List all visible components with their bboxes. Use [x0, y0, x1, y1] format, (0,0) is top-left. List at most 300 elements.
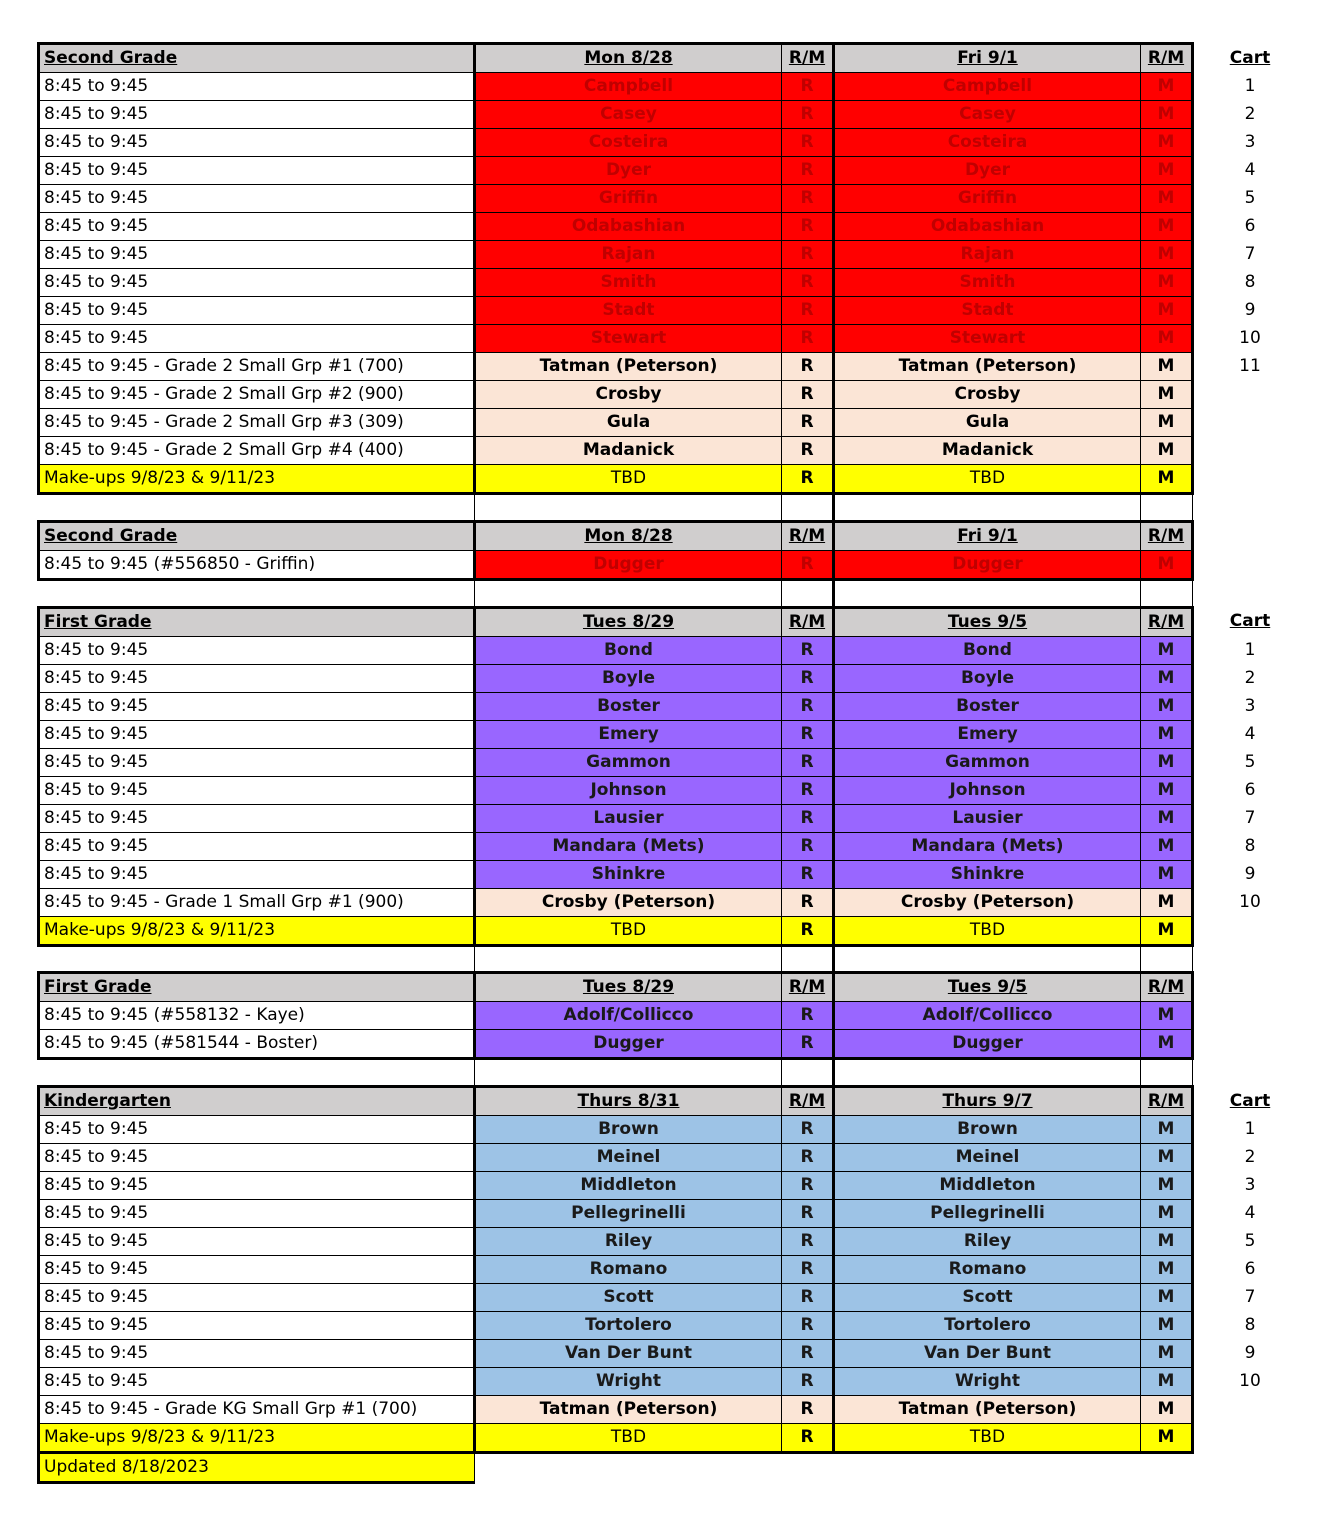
rm-day1: R: [782, 888, 834, 916]
cart-header: Cart: [1229, 47, 1271, 68]
empty-cell: [1193, 494, 1308, 522]
section-header-row: [39, 607, 1308, 636]
time-slot: 8:45 to 9:45: [39, 832, 475, 860]
rm-header: R/M: [782, 1087, 834, 1116]
teacher-day1: Crosby (Peterson): [475, 888, 782, 916]
rm-day1: R: [782, 381, 834, 409]
teacher-day2: Boyle: [834, 664, 1141, 692]
time-slot: Make-ups 9/8/23 & 9/11/23: [39, 916, 475, 945]
day2-header: Fri 9/1: [834, 44, 1141, 73]
cart-number: 6: [1244, 1259, 1256, 1280]
teacher-day1: Pellegrinelli: [475, 1200, 782, 1228]
teacher-day1: Gammon: [475, 748, 782, 776]
rm-day2: M: [1141, 1116, 1193, 1144]
rm-day1: R: [782, 437, 834, 465]
teacher-day1: Wright: [475, 1368, 782, 1396]
rm-day2: M: [1141, 1200, 1193, 1228]
table-row: [39, 550, 1308, 579]
teacher-day2: Gammon: [834, 748, 1141, 776]
time-slot: 8:45 to 9:45: [39, 1340, 475, 1368]
cart-number: 4: [1244, 723, 1256, 744]
rm-day1: R: [782, 664, 834, 692]
rm-day1: R: [782, 1312, 834, 1340]
table-row: [39, 1228, 1308, 1256]
empty-cell: [1141, 579, 1193, 607]
cart-number: 9: [1244, 863, 1256, 884]
table-row: [39, 664, 1308, 692]
time-slot: 8:45 to 9:45: [39, 185, 475, 213]
cart-number: 5: [1244, 1231, 1256, 1252]
cart-number: 5: [1244, 751, 1256, 772]
rm-day2: M: [1141, 185, 1193, 213]
empty-cell: [1141, 494, 1193, 522]
table-row: [39, 269, 1308, 297]
teacher-day2: Casey: [834, 101, 1141, 129]
rm-header: R/M: [1141, 973, 1193, 1002]
rm-day1: R: [782, 129, 834, 157]
rm-day2: M: [1141, 1340, 1193, 1368]
cart-number: 2: [1244, 1147, 1256, 1168]
table-row: [39, 185, 1308, 213]
empty-cell: [834, 494, 1141, 522]
empty-cell: [834, 1059, 1141, 1087]
table-row: [39, 129, 1308, 157]
empty-cell: [782, 579, 834, 607]
teacher-day1: Riley: [475, 1228, 782, 1256]
empty-cell: [39, 579, 475, 607]
cart-number: 9: [1244, 1343, 1256, 1364]
section-header-row: [39, 521, 1308, 550]
day1-header: Tues 8/29: [475, 973, 782, 1002]
teacher-day2: Tortolero: [834, 1312, 1141, 1340]
table-row: [39, 1312, 1308, 1340]
table-row: [39, 888, 1308, 916]
rm-day1: R: [782, 1256, 834, 1284]
teacher-day2: Campbell: [834, 73, 1141, 101]
rm-day2: M: [1141, 101, 1193, 129]
rm-header: R/M: [782, 973, 834, 1002]
updated-note: Updated 8/18/2023: [39, 1453, 475, 1483]
teacher-day1: Tatman (Peterson): [475, 1396, 782, 1424]
rm-day2: M: [1141, 353, 1193, 381]
cart-number: 7: [1244, 1287, 1256, 1308]
rm-day2: M: [1141, 1396, 1193, 1424]
table-row: [39, 1396, 1308, 1424]
empty-cell: [1193, 973, 1308, 1002]
rm-day1: R: [782, 1200, 834, 1228]
time-slot: 8:45 to 9:45: [39, 73, 475, 101]
time-slot: 8:45 to 9:45 - Grade 2 Small Grp #1 (700): [39, 353, 475, 381]
table-row: [39, 1030, 1308, 1059]
teacher-day1: Campbell: [475, 73, 782, 101]
teacher-day2: Griffin: [834, 185, 1141, 213]
rm-day1: R: [782, 804, 834, 832]
schedule-table: [37, 42, 1309, 1484]
rm-day1: R: [782, 776, 834, 804]
teacher-day1: Crosby: [475, 381, 782, 409]
teacher-day1: TBD: [475, 465, 782, 494]
table-row: [39, 1172, 1308, 1200]
day2-header: Tues 9/5: [834, 973, 1141, 1002]
section-title: Second Grade: [39, 521, 475, 550]
teacher-day1: Lausier: [475, 804, 782, 832]
section-title: First Grade: [39, 607, 475, 636]
teacher-day2: Mandara (Mets): [834, 832, 1141, 860]
rm-day1: R: [782, 73, 834, 101]
teacher-day2: Brown: [834, 1116, 1141, 1144]
rm-day2: M: [1141, 409, 1193, 437]
time-slot: 8:45 to 9:45: [39, 664, 475, 692]
time-slot: 8:45 to 9:45: [39, 325, 475, 353]
day2-header: Fri 9/1: [834, 521, 1141, 550]
table-row: [39, 832, 1308, 860]
teacher-day2: Tatman (Peterson): [834, 353, 1141, 381]
time-slot: Make-ups 9/8/23 & 9/11/23: [39, 465, 475, 494]
teacher-day1: Rajan: [475, 241, 782, 269]
rm-day2: M: [1141, 465, 1193, 494]
rm-day1: R: [782, 748, 834, 776]
section-title: First Grade: [39, 973, 475, 1002]
time-slot: 8:45 to 9:45: [39, 297, 475, 325]
rm-day1: R: [782, 101, 834, 129]
rm-day1: R: [782, 157, 834, 185]
day1-header: Tues 8/29: [475, 607, 782, 636]
cart-number: 6: [1244, 216, 1256, 236]
footer-row: [39, 1453, 1308, 1483]
rm-day1: R: [782, 241, 834, 269]
cart-number: 9: [1244, 300, 1256, 320]
teacher-day2: Dugger: [834, 550, 1141, 579]
table-row: [39, 804, 1308, 832]
teacher-day1: Scott: [475, 1284, 782, 1312]
time-slot: 8:45 to 9:45: [39, 269, 475, 297]
table-row: [39, 1200, 1308, 1228]
teacher-day2: Middleton: [834, 1172, 1141, 1200]
table-row: [39, 692, 1308, 720]
time-slot: 8:45 to 9:45: [39, 129, 475, 157]
rm-day1: R: [782, 1002, 834, 1030]
teacher-day2: Adolf/Collicco: [834, 1002, 1141, 1030]
empty-cell: [39, 1059, 475, 1087]
day2-header: Thurs 9/7: [834, 1087, 1141, 1116]
rm-day2: M: [1141, 1002, 1193, 1030]
rm-day1: R: [782, 1368, 834, 1396]
teacher-day1: TBD: [475, 1424, 782, 1453]
cart-number: 10: [1239, 1371, 1261, 1392]
cart-number: 7: [1244, 807, 1256, 828]
table-row: [39, 748, 1308, 776]
cart-number: 10: [1239, 891, 1261, 912]
rm-day1: R: [782, 1396, 834, 1424]
teacher-day1: Bond: [475, 636, 782, 664]
rm-day2: M: [1141, 832, 1193, 860]
empty-cell: [1141, 945, 1193, 973]
rm-day1: R: [782, 213, 834, 241]
cart-number: 4: [1244, 160, 1256, 180]
time-slot: 8:45 to 9:45: [39, 101, 475, 129]
rm-day1: R: [782, 409, 834, 437]
spacer-row: [39, 945, 1308, 973]
teacher-day2: Wright: [834, 1368, 1141, 1396]
table-row: [39, 1340, 1308, 1368]
cart-number: [1193, 409, 1308, 437]
rm-day1: R: [782, 269, 834, 297]
cart-number: 8: [1244, 1315, 1256, 1336]
day1-header: Mon 8/28: [475, 521, 782, 550]
cart-number: 3: [1244, 1175, 1256, 1196]
empty-cell: [475, 494, 782, 522]
time-slot: 8:45 to 9:45: [39, 1368, 475, 1396]
teacher-day2: Tatman (Peterson): [834, 1396, 1141, 1424]
rm-day1: R: [782, 636, 834, 664]
rm-day2: M: [1141, 213, 1193, 241]
cart-number: [1193, 916, 1308, 945]
teacher-day2: TBD: [834, 465, 1141, 494]
cart-number: [1193, 1030, 1308, 1059]
time-slot: 8:45 to 9:45 - Grade 2 Small Grp #4 (400): [39, 437, 475, 465]
rm-day2: M: [1141, 1030, 1193, 1059]
rm-day2: M: [1141, 916, 1193, 945]
table-row: [39, 1424, 1308, 1453]
rm-day1: R: [782, 1030, 834, 1059]
teacher-day2: Meinel: [834, 1144, 1141, 1172]
time-slot: 8:45 to 9:45 - Grade 1 Small Grp #1 (900): [39, 888, 475, 916]
cart-number: 1: [1244, 639, 1256, 660]
table-row: [39, 1144, 1308, 1172]
teacher-day1: Brown: [475, 1116, 782, 1144]
cart-number: 4: [1244, 1203, 1256, 1224]
table-row: [39, 1368, 1308, 1396]
rm-day2: M: [1141, 888, 1193, 916]
rm-day2: M: [1141, 1284, 1193, 1312]
rm-day2: M: [1141, 73, 1193, 101]
rm-day1: R: [782, 1340, 834, 1368]
day2-header: Tues 9/5: [834, 607, 1141, 636]
teacher-day2: Riley: [834, 1228, 1141, 1256]
teacher-day1: Dugger: [475, 1030, 782, 1059]
table-row: [39, 297, 1308, 325]
time-slot: 8:45 to 9:45: [39, 692, 475, 720]
cart-number: 10: [1239, 328, 1261, 348]
rm-day2: M: [1141, 269, 1193, 297]
time-slot: 8:45 to 9:45: [39, 804, 475, 832]
teacher-day1: Adolf/Collicco: [475, 1002, 782, 1030]
time-slot: 8:45 to 9:45: [39, 1312, 475, 1340]
rm-day1: R: [782, 1424, 834, 1453]
table-row: [39, 409, 1308, 437]
rm-day2: M: [1141, 1172, 1193, 1200]
spacer-row: [39, 1059, 1308, 1087]
rm-day1: R: [782, 1172, 834, 1200]
table-row: [39, 73, 1308, 101]
section-header-row: [39, 44, 1308, 73]
teacher-day1: Stewart: [475, 325, 782, 353]
rm-day2: M: [1141, 437, 1193, 465]
cart-number: [1193, 465, 1308, 494]
rm-day2: M: [1141, 1424, 1193, 1453]
teacher-day1: Boyle: [475, 664, 782, 692]
empty-cell: [782, 494, 834, 522]
empty-cell: [1193, 521, 1308, 550]
table-row: [39, 325, 1308, 353]
teacher-day2: Smith: [834, 269, 1141, 297]
rm-day2: M: [1141, 664, 1193, 692]
rm-day2: M: [1141, 720, 1193, 748]
rm-day1: R: [782, 185, 834, 213]
spacer-row: [39, 579, 1308, 607]
rm-day2: M: [1141, 325, 1193, 353]
time-slot: 8:45 to 9:45: [39, 241, 475, 269]
cart-number: 1: [1244, 76, 1256, 96]
teacher-day2: Emery: [834, 720, 1141, 748]
teacher-day1: Dugger: [475, 550, 782, 579]
rm-day2: M: [1141, 1256, 1193, 1284]
teacher-day2: Boster: [834, 692, 1141, 720]
teacher-day2: Romano: [834, 1256, 1141, 1284]
teacher-day1: TBD: [475, 916, 782, 945]
rm-day1: R: [782, 353, 834, 381]
time-slot: 8:45 to 9:45: [39, 748, 475, 776]
rm-day2: M: [1141, 1368, 1193, 1396]
teacher-day1: Mandara (Mets): [475, 832, 782, 860]
empty-cell: [39, 945, 475, 973]
spacer-row: [39, 494, 1308, 522]
teacher-day1: Stadt: [475, 297, 782, 325]
rm-day2: M: [1141, 1144, 1193, 1172]
rm-day2: M: [1141, 860, 1193, 888]
cart-number: [1193, 1396, 1308, 1424]
time-slot: 8:45 to 9:45 (#556850 - Griffin): [39, 550, 475, 579]
cart-number: [1193, 1424, 1308, 1453]
empty-cell: [782, 945, 834, 973]
teacher-day1: Shinkre: [475, 860, 782, 888]
time-slot: 8:45 to 9:45 - Grade 2 Small Grp #3 (309): [39, 409, 475, 437]
table-row: [39, 776, 1308, 804]
time-slot: 8:45 to 9:45: [39, 1116, 475, 1144]
teacher-day1: Madanick: [475, 437, 782, 465]
rm-day1: R: [782, 297, 834, 325]
teacher-day1: Johnson: [475, 776, 782, 804]
empty-cell: [1141, 1059, 1193, 1087]
teacher-day2: Van Der Bunt: [834, 1340, 1141, 1368]
teacher-day1: Costeira: [475, 129, 782, 157]
rm-header: R/M: [1141, 607, 1193, 636]
cart-number: 8: [1244, 272, 1256, 292]
table-row: [39, 241, 1308, 269]
teacher-day2: Bond: [834, 636, 1141, 664]
teacher-day2: Shinkre: [834, 860, 1141, 888]
table-row: [39, 720, 1308, 748]
teacher-day1: Boster: [475, 692, 782, 720]
time-slot: 8:45 to 9:45: [39, 1228, 475, 1256]
teacher-day1: Tortolero: [475, 1312, 782, 1340]
rm-day1: R: [782, 720, 834, 748]
table-row: [39, 1284, 1308, 1312]
rm-header: R/M: [1141, 44, 1193, 73]
section-header-row: [39, 973, 1308, 1002]
teacher-day2: Stewart: [834, 325, 1141, 353]
time-slot: 8:45 to 9:45 (#581544 - Boster): [39, 1030, 475, 1059]
table-row: [39, 636, 1308, 664]
teacher-day2: Johnson: [834, 776, 1141, 804]
table-row: [39, 353, 1308, 381]
cart-number: [1193, 550, 1308, 579]
time-slot: 8:45 to 9:45: [39, 720, 475, 748]
rm-day2: M: [1141, 297, 1193, 325]
teacher-day1: Romano: [475, 1256, 782, 1284]
rm-day1: R: [782, 692, 834, 720]
rm-day2: M: [1141, 381, 1193, 409]
teacher-day2: TBD: [834, 916, 1141, 945]
rm-day2: M: [1141, 1228, 1193, 1256]
teacher-day2: Dugger: [834, 1030, 1141, 1059]
cart-number: [1193, 1002, 1308, 1030]
teacher-day2: Costeira: [834, 129, 1141, 157]
cart-number: 2: [1244, 104, 1256, 124]
teacher-day2: Rajan: [834, 241, 1141, 269]
teacher-day1: Meinel: [475, 1144, 782, 1172]
time-slot: 8:45 to 9:45 - Grade KG Small Grp #1 (700): [39, 1396, 475, 1424]
table-row: [39, 1002, 1308, 1030]
table-row: [39, 437, 1308, 465]
teacher-day1: Griffin: [475, 185, 782, 213]
rm-day1: R: [782, 916, 834, 945]
teacher-day1: Tatman (Peterson): [475, 353, 782, 381]
rm-header: R/M: [1141, 521, 1193, 550]
cart-number: 3: [1244, 132, 1256, 152]
teacher-day1: Gula: [475, 409, 782, 437]
teacher-day1: Dyer: [475, 157, 782, 185]
table-row: [39, 1256, 1308, 1284]
empty-cell: [475, 1059, 782, 1087]
cart-number: 7: [1244, 244, 1256, 264]
rm-day1: R: [782, 860, 834, 888]
section-title: Second Grade: [39, 44, 475, 73]
time-slot: 8:45 to 9:45: [39, 636, 475, 664]
empty-cell: [1193, 579, 1308, 607]
cart-number: 1: [1244, 1119, 1256, 1140]
teacher-day1: Casey: [475, 101, 782, 129]
teacher-day2: Dyer: [834, 157, 1141, 185]
teacher-day2: TBD: [834, 1424, 1141, 1453]
table-row: [39, 465, 1308, 494]
rm-day1: R: [782, 550, 834, 579]
table-row: [39, 381, 1308, 409]
rm-day2: M: [1141, 776, 1193, 804]
time-slot: 8:45 to 9:45: [39, 1256, 475, 1284]
rm-day1: R: [782, 1144, 834, 1172]
time-slot: 8:45 to 9:45 - Grade 2 Small Grp #2 (900): [39, 381, 475, 409]
empty-cell: [39, 494, 475, 522]
rm-day1: R: [782, 325, 834, 353]
teacher-day1: Van Der Bunt: [475, 1340, 782, 1368]
rm-day2: M: [1141, 692, 1193, 720]
rm-day2: M: [1141, 1312, 1193, 1340]
empty-cell: [1193, 945, 1308, 973]
cart-number: 3: [1244, 695, 1256, 716]
rm-day1: R: [782, 1284, 834, 1312]
cart-header: Cart: [1229, 611, 1271, 632]
table-row: [39, 101, 1308, 129]
time-slot: 8:45 to 9:45: [39, 157, 475, 185]
cart-number: 6: [1244, 779, 1256, 800]
rm-header: R/M: [782, 607, 834, 636]
teacher-day2: Odabashian: [834, 213, 1141, 241]
cart-number: 5: [1244, 188, 1256, 208]
rm-header: R/M: [1141, 1087, 1193, 1116]
empty-cell: [475, 579, 782, 607]
teacher-day2: Madanick: [834, 437, 1141, 465]
